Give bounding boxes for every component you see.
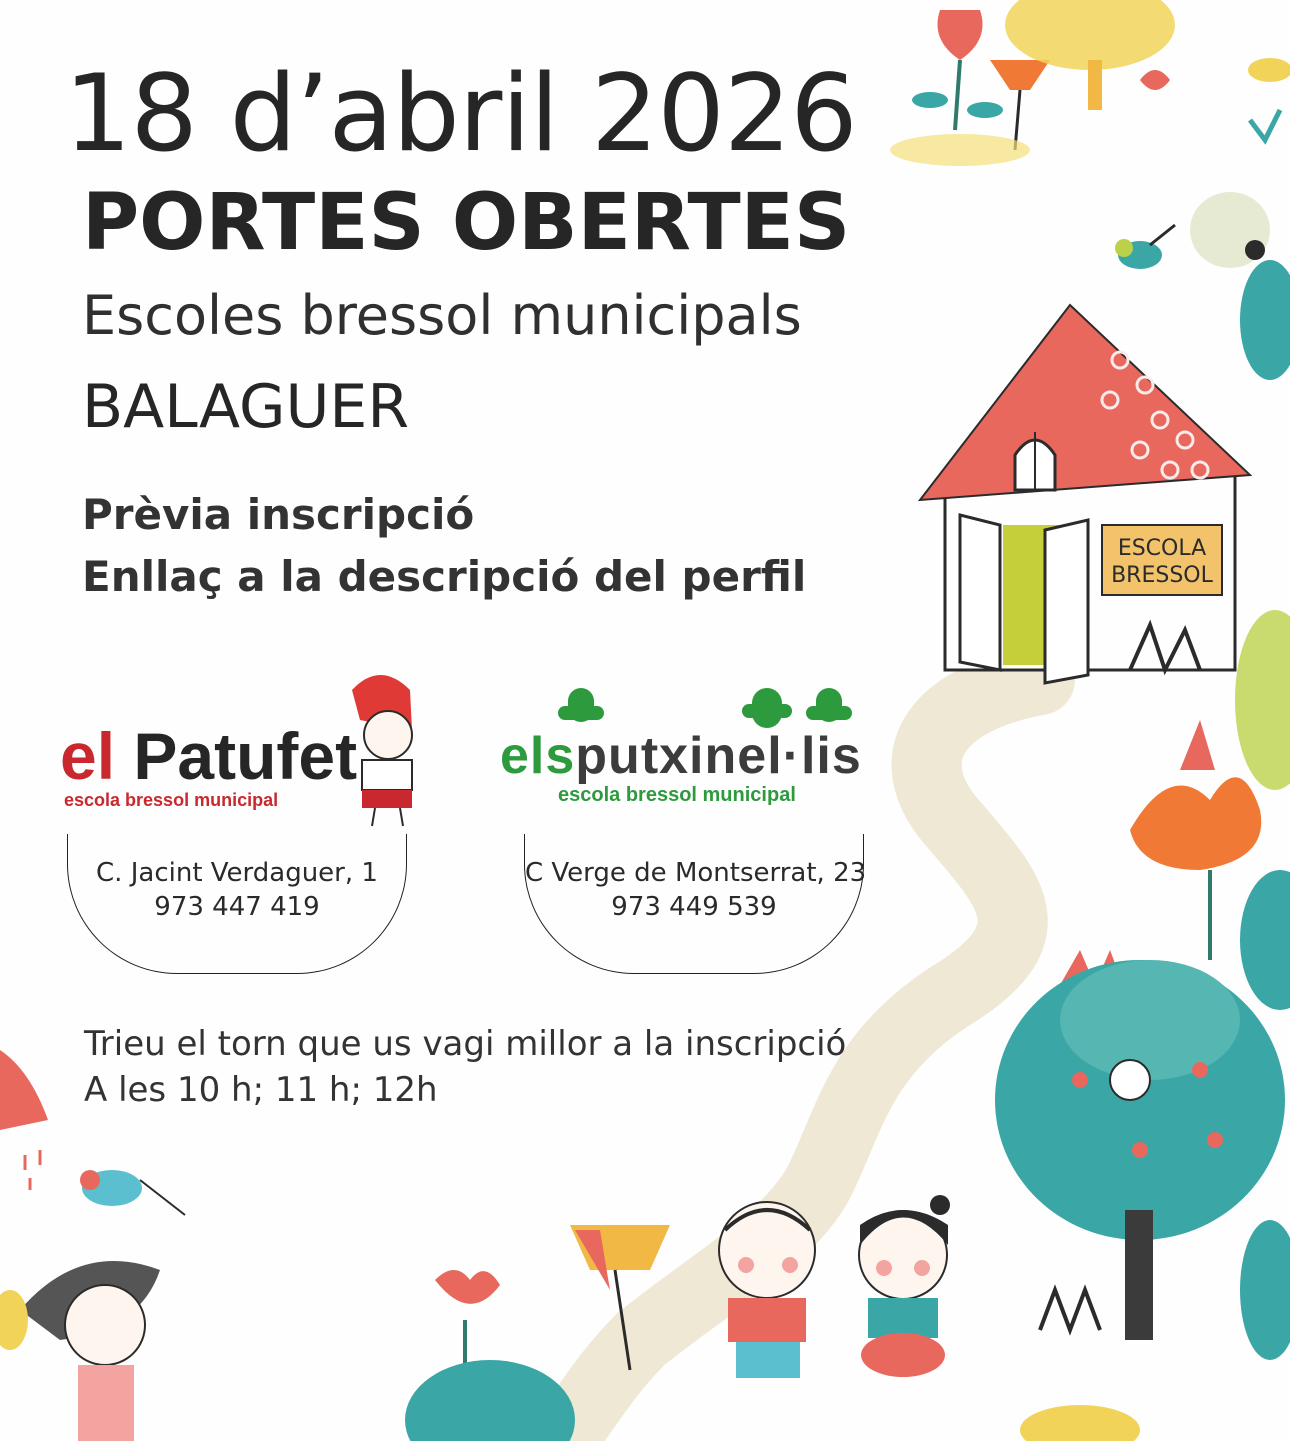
sign-line2: BRESSOL — [1111, 563, 1213, 588]
patufet-contact-card — [67, 834, 407, 974]
sign-line1: ESCOLA — [1117, 536, 1207, 561]
house-illustration — [920, 305, 1250, 683]
putxinellis-address: C Verge de Montserrat, 23 — [525, 858, 867, 888]
patufet-logo-article: el — [60, 719, 116, 793]
putxinellis-logo-article: els — [500, 727, 576, 785]
patufet-mascot — [352, 675, 412, 826]
putxinellis-puppets — [558, 688, 852, 728]
bird-top-decoration — [1115, 225, 1175, 269]
patufet-logo-name — [60, 718, 357, 794]
patufet-logo-tagline: escola bressol municipal — [64, 790, 279, 810]
registration-note: Prèvia inscripció — [82, 490, 475, 539]
schedule-times: A les 10 h; 11 h; 12h — [84, 1070, 438, 1110]
profile-link-note: Enllaç a la descripció del perfil — [82, 552, 807, 601]
event-subtitle: Escoles bressol municipals — [82, 284, 802, 347]
putxinellis-phone[interactable]: 973 449 539 — [611, 892, 777, 922]
patufet-logo-word: Patufet — [133, 719, 358, 793]
event-city: BALAGUER — [82, 372, 410, 442]
putxinellis-logo-word: putxinel·lis — [575, 727, 862, 785]
children-illustration — [719, 1195, 950, 1378]
putxinellis-contact-card — [524, 834, 867, 974]
top-flowers-decoration — [890, 0, 1290, 166]
event-date: 18 d’abril 2026 — [64, 52, 857, 175]
patufet-phone[interactable]: 973 447 419 — [154, 892, 320, 922]
putxinellis-logo-tagline: escola bressol municipal — [558, 784, 796, 806]
orange-flower-decoration — [1060, 720, 1261, 990]
putxinellis-logo-name — [500, 726, 862, 786]
patufet-address: C. Jacint Verdaguer, 1 — [96, 858, 378, 888]
event-title: PORTES OBERTES — [82, 178, 851, 268]
schedule-instruction: Trieu el torn que us vagi millor a la inscripció — [84, 1024, 847, 1064]
